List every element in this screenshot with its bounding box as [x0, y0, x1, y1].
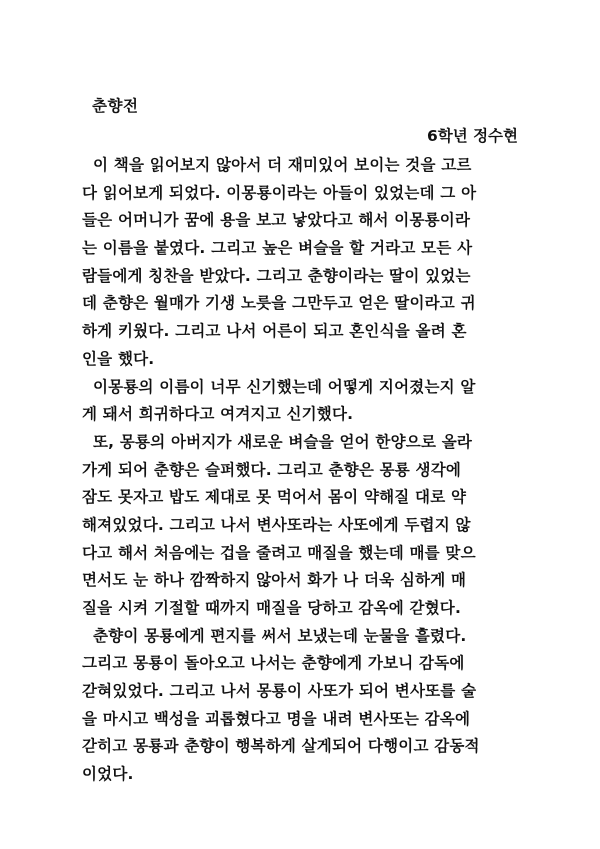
text-line: 다고 해서 처음에는 겁을 줄려고 매질을 했는데 매를 맞으 [82, 543, 476, 562]
text-line: 가게 되어 춘향은 슬퍼했다. 그리고 춘향은 몽룡 생각에 [82, 460, 462, 479]
document-title: 춘향전 [92, 97, 139, 115]
text-line: 갇혀있었다. 그리고 나서 몽룡이 사또가 되어 변사또를 술 [82, 682, 477, 701]
text-line: 데 춘향은 월매가 기생 노릇을 그만두고 얻은 딸이라고 귀 [82, 294, 476, 313]
text-line: 게 돼서 희귀하다고 여겨지고 신기했다. [82, 405, 354, 424]
text-line: 이 책을 읽어보지 않아서 더 재미있어 보이는 것을 고르 [93, 156, 472, 174]
text-line: 춘향이 몽룡에게 편지를 써서 보냈는데 눈물을 흘렸다. [93, 626, 467, 645]
text-line: 을 마시고 백성을 괴롭혔다고 명을 내려 변사또는 감옥에 [82, 709, 471, 728]
text-line: 잠도 못자고 밥도 제대로 못 먹어서 몸이 약해질 대로 약 [82, 488, 467, 507]
text-line: 갇히고 몽룡과 춘향이 행복하게 살게되어 다행이고 감동적 [82, 737, 480, 756]
text-line: 질을 시켜 기절할 때까지 매질을 당하고 감옥에 갇혔다. [82, 599, 462, 617]
author-line: 6학년 정수현 [426, 127, 518, 145]
essay-body [82, 152, 522, 789]
text-line: 면서도 눈 하나 깜짝하지 않아서 화가 나 더욱 심하게 매 [82, 571, 467, 590]
text-line: 이었다. [82, 765, 134, 784]
text-line: 다 읽어보게 되었다. 이몽룡이라는 아들이 있었는데 그 아 [82, 183, 477, 202]
text-line: 그리고 몽룡이 돌아오고 나서는 춘향에게 가보니 감독에 [82, 654, 465, 673]
text-line: 또, 몽룡의 아버지가 새로운 벼슬을 얻어 한양으로 올라 [93, 432, 473, 451]
text-line: 하게 키웠다. 그리고 나서 어른이 되고 혼인식을 올려 혼 [82, 322, 467, 341]
text-line: 인을 했다. [82, 349, 155, 368]
text-line: 이몽룡의 이름이 너무 신기했는데 어떻게 지어졌는지 알 [93, 377, 476, 396]
text-line: 람들에게 칭찬을 받았다. 그리고 춘향이라는 딸이 있었는 [82, 266, 471, 285]
text-line: 들은 어머니가 꿈에 용을 보고 낳았다고 해서 이몽룡이라 [82, 211, 471, 230]
text-line: 해져있었다. 그리고 나서 변사또라는 사또에게 두렵지 않 [82, 515, 471, 534]
text-line: 는 이름을 붙였다. 그리고 높은 벼슬을 할 거라고 모든 사 [82, 239, 473, 258]
